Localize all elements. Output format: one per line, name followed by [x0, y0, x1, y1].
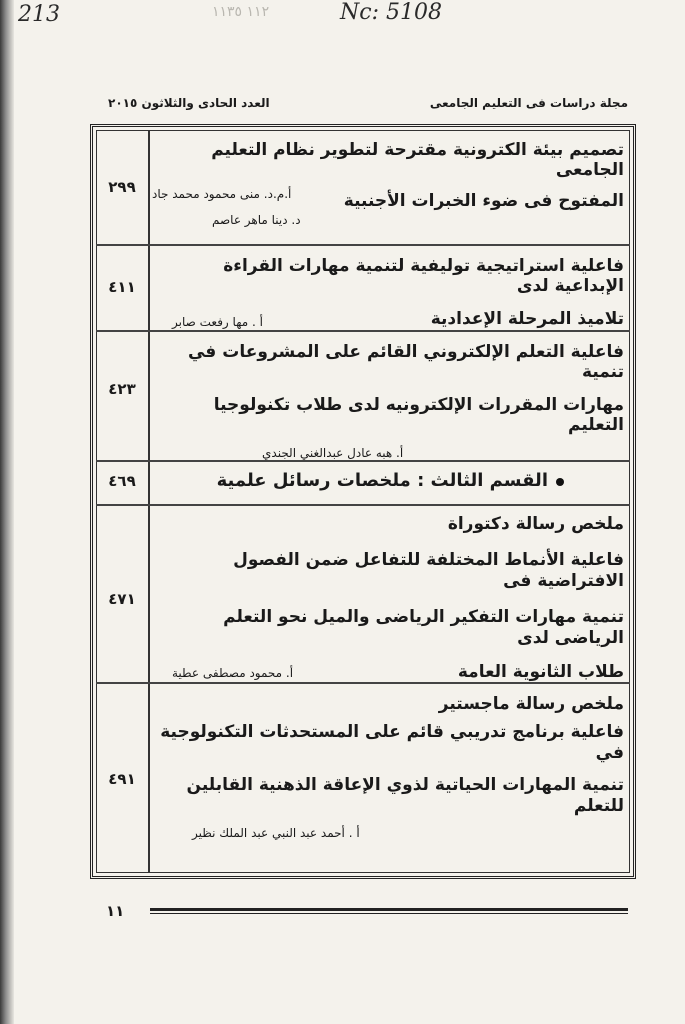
footer-rule [150, 913, 628, 914]
page-edge [0, 0, 14, 1024]
bullet-icon [556, 478, 564, 486]
page-number: ٤٩١ [108, 770, 136, 788]
page-number: ٢٩٩ [108, 178, 136, 196]
entry-title-line: طلاب الثانوية العامة [457, 661, 624, 682]
entry-author: أ . أحمد عبد النبي عبد الملك نظير [192, 825, 360, 840]
row-divider [96, 460, 630, 462]
row-divider [96, 244, 630, 246]
page-number: ٤١١ [108, 278, 136, 296]
entry-title-line: تصميم بيئة الكترونية مقترحة لتطوير نظام التعليم الجامعى [211, 140, 624, 181]
entry-title-line: مهارات المقررات الإلكترونيه لدى طلاب تكنولوجيا التعليم [213, 394, 624, 436]
entry-author: أ. هبه عادل عبدالغني الجندي [262, 445, 404, 460]
entry-title-line: تلاميذ المرحلة الإعدادية [430, 308, 624, 329]
toc-entry [152, 514, 624, 692]
entry-title-line: فاعلية استراتيجية توليفية لتنمية مهارات القراءة الإبداعية لدى [223, 256, 624, 297]
issue-label: العدد الحادى والثلاثون ٢٠١٥ [108, 96, 270, 110]
toc-entry [152, 256, 624, 339]
faint-stamp: ١١٢ ١١٣٥ [212, 4, 270, 20]
journal-title: مجلة دراسات فى التعليم الجامعى [429, 96, 628, 110]
entry-title-line: فاعلية الأنماط المختلفة للتفاعل ضمن الفصول الافتراضية فى [233, 550, 624, 591]
footer-page-number: ١١ [106, 902, 125, 920]
handwritten-code: Nc: 5108 [340, 0, 442, 25]
page-column-divider [148, 130, 150, 873]
page-number: ٤٢٣ [108, 380, 136, 398]
entry-title-line: تنمية مهارات التفكير الرياضى والميل نحو التعلم الرياضى لدى [223, 607, 624, 648]
section-title: القسم الثالث : ملخصات رسائل علمية [216, 470, 548, 491]
handwritten-page-ref: 213 [18, 2, 60, 27]
entry-title-line: فاعلية برنامج تدريبي قائم على المستحدثات التكنولوجية في [160, 722, 624, 763]
footer-rule [150, 908, 628, 911]
toc-entry [152, 342, 624, 460]
entry-title-line: فاعلية التعلم الإلكتروني القائم على المشروعات في تنمية [187, 342, 624, 383]
toc-entry [152, 694, 624, 840]
running-header [108, 96, 628, 116]
entry-title-line: تنمية المهارات الحياتية لذوي الإعاقة الذهنية القابلين للتعلم [186, 775, 624, 816]
entry-author: أ. محمود مصطفى عطية [172, 665, 294, 680]
row-divider [96, 504, 630, 506]
page-number: ٤٧١ [108, 590, 136, 608]
page-number: ٤٦٩ [108, 472, 136, 490]
entry-subhead: ملخص رسالة دكتوراة [447, 514, 624, 534]
toc-entry [152, 140, 624, 235]
entry-author: د. دينا ماهر عاصم [212, 212, 301, 227]
entry-author: أ.م.د. منى محمود محمد جاد [152, 186, 292, 201]
section-heading [152, 470, 564, 491]
entry-title-line: المفتوح فى ضوء الخبرات الأجنبية [343, 190, 624, 211]
entry-subhead: ملخص رسالة ماجستير [438, 694, 624, 714]
entry-author: أ . مها رفعت صابر [172, 314, 263, 329]
